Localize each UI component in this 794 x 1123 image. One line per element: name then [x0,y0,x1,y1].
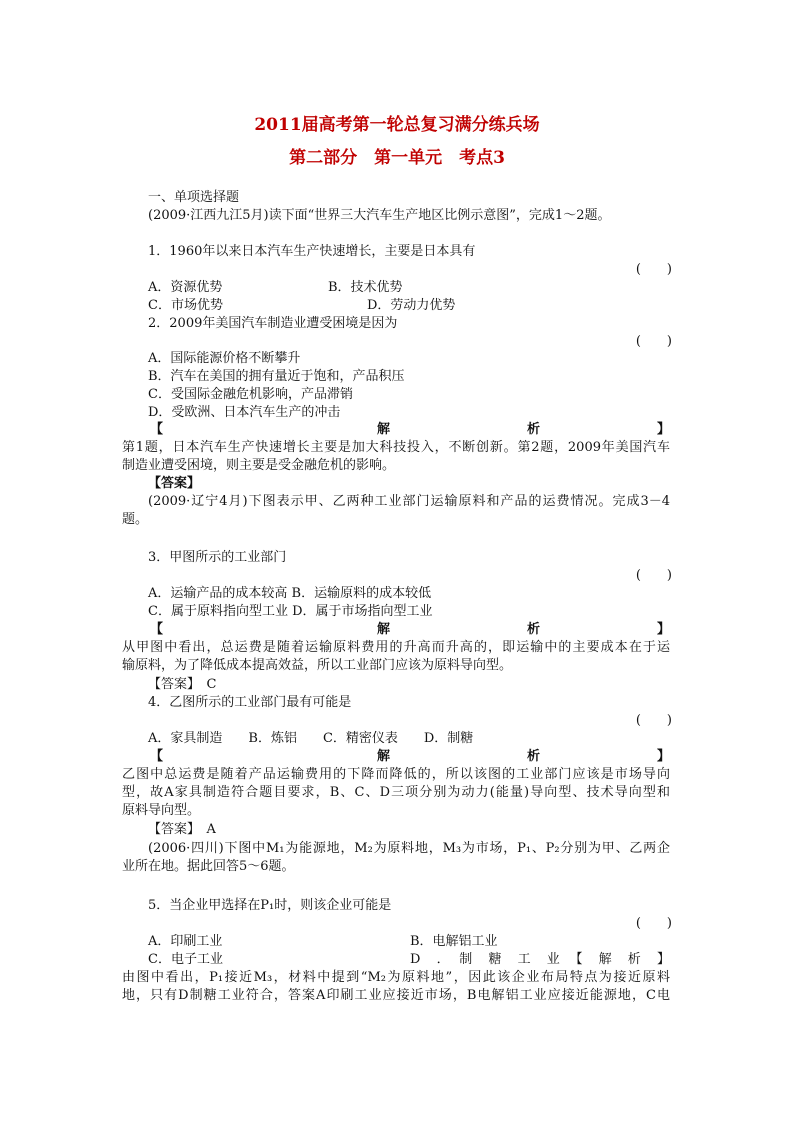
group2-intro-line1: (2009·辽宁4月)下图表示甲、乙两种工业部门运输原料和产品的运费情况。完成3－4 [148,494,670,509]
section-heading: 一、单项选择题 [148,190,240,205]
group2-intro-line2: 题。 [122,512,149,527]
q3-options-ab: A．运输产品的成本较高 B．运输原料的成本较低 [148,586,432,601]
q5-option-c: C．电子工业 [148,952,223,967]
question-2: 2．2009年美国汽车制造业遭受困境是因为 [148,316,398,331]
question-4: 4．乙图所示的工业部门最有可能是 [148,695,352,710]
answer-label-1: 【答案】 [148,476,201,491]
analysis-label-3a: 解 [377,622,391,637]
analysis-5-line1: 由图中看出，P₁接近M₃，材料中提到“M₂为原料地”，因此该企业布局特点为接近原料 [122,970,670,985]
group3-intro-line2: 业所在地。据此回答5～6题。 [122,859,295,874]
analysis-label-1: 解 [377,422,391,437]
analysis-5-line2: 地，只有D制糖工业符合，答案A印刷工业应接近市场，B电解铝工业应接近能源地，C电 [122,988,670,1003]
q1-option-b: B．技术优势 [328,280,403,295]
question-5: 5．当企业甲选择在P₁时，则该企业可能是 [148,898,392,913]
answer-3: 【答案】 C [148,677,217,692]
analysis-bracket-open: 【 [150,422,164,437]
answer-blank-2: ( ) [635,334,672,349]
answer-blank-3: ( ) [635,568,672,583]
answer-blank-4: ( ) [635,713,672,728]
analysis-bracket-close-3: 】 [657,622,671,637]
document-title: 2011届高考第一轮总复习满分练兵场 [254,115,540,135]
analysis-3-line2: 输原料，为了降低成本提高效益，所以工业部门应该为原料导向型。 [122,658,513,673]
document-subtitle: 第二部分 第一单元 考点3 [289,148,505,168]
analysis-label-4a: 解 [377,749,391,764]
q4-options: A．家具制造 B．炼铝 C．精密仪表 D．制糖 [148,731,474,746]
analysis-bracket-open-4: 【 [150,749,164,764]
group1-intro: (2009·江西九江5月)读下面“世界三大汽车生产地区比例示意图”，完成1～2题。 [148,208,611,223]
analysis-label-4b: 析 [527,749,541,764]
q1-option-d: D．劳动力优势 [367,298,456,313]
analysis-4-line2: 型，故A家具制造符合题目要求，B、C、D三项分别为动力(能量)导向型、技术导向型和 [122,785,670,800]
q2-option-b: B．汽车在美国的拥有量近于饱和，产品积压 [148,369,405,384]
analysis-label-3b: 析 [527,622,541,637]
q2-option-c: C．受国际金融危机影响，产品滞销 [148,387,353,402]
analysis-label-2: 析 [527,422,541,437]
q1-option-a: A．资源优势 [148,280,223,295]
q3-options-cd: C．属于原料指向型工业 D．属于市场指向型工业 [148,604,433,619]
q5-option-b: B．电解铝工业 [410,934,498,949]
analysis-bracket-close-4: 】 [657,749,671,764]
analysis-4-line3: 原料导向型。 [122,803,201,818]
analysis-4-line1: 乙图中总运费是随着产品运输费用的下降而降低的，所以该图的工业部门应该是市场导向 [122,767,670,782]
analysis-bracket-close: 】 [657,422,671,437]
q2-option-a: A．国际能源价格不断攀升 [148,351,301,366]
q2-option-d: D．受欧洲、日本汽车生产的冲击 [148,405,341,420]
question-3: 3．甲图所示的工业部门 [148,550,287,565]
analysis-1-line1: 第1题，日本汽车生产快速增长主要是加大科技投入，不断创新。第2题，2009年美国汽车 [122,440,670,455]
analysis-3-line1: 从甲图中看出，总运费是随着运输原料费用的升高而升高的，即运输中的主要成本在于运 [122,640,670,655]
answer-4: 【答案】 A [148,822,216,837]
analysis-bracket-open-3: 【 [150,622,164,637]
answer-blank-5: ( ) [635,916,672,931]
q5-option-d-with-analysis: D ． 制 糖 工 业 【 解 析 】 [410,952,670,967]
group3-intro-line1: (2006·四川)下图中M₁为能源地，M₂为原料地，M₃为市场，P₁、P₂分别为甲、乙两企 [148,841,670,856]
answer-blank-1: ( ) [635,262,672,277]
q1-option-c: C．市场优势 [148,298,223,313]
analysis-1-line2: 制造业遭受困境，则主要是受金融危机的影响。 [122,458,396,473]
question-1: 1．1960年以来日本汽车生产快速增长，主要是日本具有 [148,244,476,259]
q5-option-a: A．印刷工业 [148,934,223,949]
